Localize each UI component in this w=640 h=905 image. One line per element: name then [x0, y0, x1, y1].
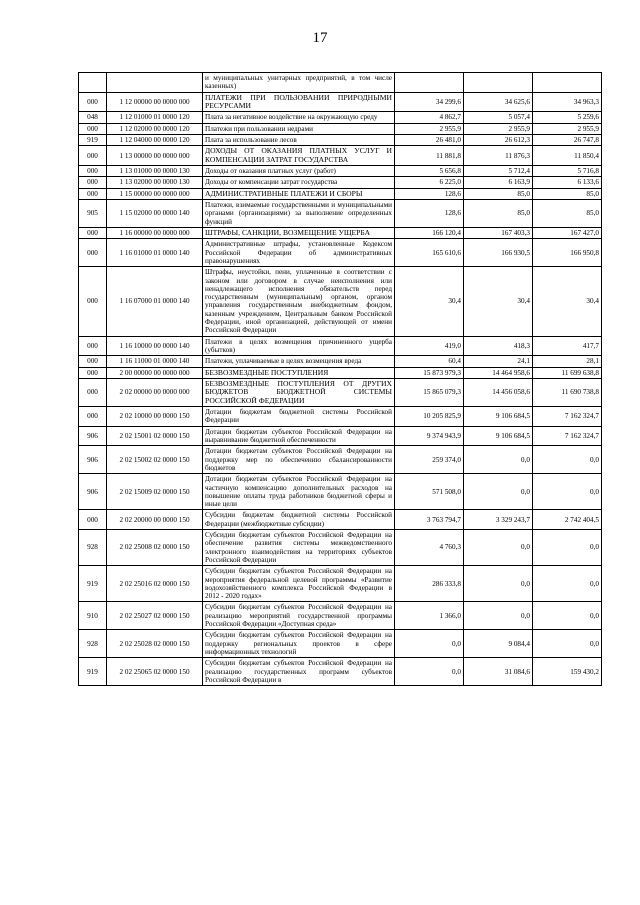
- budget-classification-code: 1 12 00000 00 0000 000: [107, 92, 203, 112]
- revenue-name: и муниципальных унитарных предприятий, в том числе казенных): [203, 73, 395, 93]
- amount-year-1: 15 873 979,3: [395, 367, 464, 378]
- amount-year-2: 5 057,4: [464, 112, 533, 123]
- amount-year-3: 159 430,2: [533, 658, 602, 686]
- table-row: [79, 73, 602, 93]
- budget-classification-code: 1 13 01000 00 0000 130: [107, 166, 203, 177]
- amount-year-1: 571 508,0: [395, 474, 464, 510]
- amount-year-3: 26 747,8: [533, 135, 602, 146]
- amount-year-2: [464, 73, 533, 93]
- administrator-code: 000: [79, 336, 107, 356]
- budget-classification-code: 1 13 00000 00 0000 000: [107, 146, 203, 166]
- amount-year-2: 31 084,6: [464, 658, 533, 686]
- budget-classification-code: 1 16 01000 01 0000 140: [107, 239, 203, 267]
- revenue-name: Доходы от компенсации затрат государства: [203, 177, 395, 188]
- amount-year-2: 0,0: [464, 530, 533, 566]
- table-row: [79, 426, 602, 446]
- revenue-name: Платежи в целях возмещения причиненного ущерба (убытков): [203, 336, 395, 356]
- amount-year-1: 15 865 079,3: [395, 378, 464, 406]
- table-row: [79, 188, 602, 199]
- revenue-name: ПЛАТЕЖИ ПРИ ПОЛЬЗОВАНИИ ПРИРОДНЫМИ РЕСУРСАМИ: [203, 92, 395, 112]
- amount-year-2: 11 876,3: [464, 146, 533, 166]
- table-row: [79, 367, 602, 378]
- amount-year-3: 0,0: [533, 630, 602, 658]
- amount-year-1: [395, 73, 464, 93]
- amount-year-2: 9 106 684,5: [464, 426, 533, 446]
- revenue-name: Субсидии бюджетам субъектов Российской Федерации на реализацию государственных программ субъектов Российской Федерации в: [203, 658, 395, 686]
- revenue-name: Плата за негативное воздействие на окружающую среду: [203, 112, 395, 123]
- amount-year-1: 165 610,6: [395, 239, 464, 267]
- amount-year-3: 34 963,3: [533, 92, 602, 112]
- administrator-code: 000: [79, 166, 107, 177]
- table-row: [79, 166, 602, 177]
- amount-year-2: 85,0: [464, 200, 533, 228]
- revenue-name: Субсидии бюджетам субъектов Российской Федерации на обеспечение развития системы межведомственного электронного взаимодействия на территориях субъектов Российской Федерации: [203, 530, 395, 566]
- amount-year-2: 6 163,9: [464, 177, 533, 188]
- amount-year-2: 14 464 958,6: [464, 367, 533, 378]
- amount-year-1: 30,4: [395, 267, 464, 336]
- amount-year-1: 10 205 825,9: [395, 407, 464, 427]
- budget-classification-code: 1 16 11000 01 0000 140: [107, 356, 203, 367]
- revenue-name: БЕЗВОЗМЕЗДНЫЕ ПОСТУПЛЕНИЯ ОТ ДРУГИХ БЮДЖЕТОВ БЮДЖЕТНОЙ СИСТЕМЫ РОССИЙСКОЙ ФЕДЕРАЦИИ: [203, 378, 395, 406]
- amount-year-2: 3 329 243,7: [464, 510, 533, 530]
- revenue-name: Доходы от оказания платных услуг (работ): [203, 166, 395, 177]
- budget-classification-code: 1 13 02000 00 0000 130: [107, 177, 203, 188]
- amount-year-3: 85,0: [533, 200, 602, 228]
- revenue-name: Штрафы, неустойки, пени, уплаченные в соответствии с законом или договором в случае неисполнения или ненадлежащего исполнения обязательств перед государственным (муниципальным) органом, органом управления государственным внебюджетным фондом, казенным учреждением, Центральным банком Российской Федерации, иной организацией, действующей от имени Российской Федерации: [203, 267, 395, 336]
- amount-year-3: 5 259,6: [533, 112, 602, 123]
- table-row: [79, 474, 602, 510]
- budget-classification-code: 2 02 15001 02 0000 150: [107, 426, 203, 446]
- budget-classification-code: 2 02 25016 02 0000 150: [107, 566, 203, 602]
- revenue-name: ДОХОДЫ ОТ ОКАЗАНИЯ ПЛАТНЫХ УСЛУГ И КОМПЕНСАЦИИ ЗАТРАТ ГОСУДАРСТВА: [203, 146, 395, 166]
- amount-year-2: 85,0: [464, 188, 533, 199]
- amount-year-2: 5 712,4: [464, 166, 533, 177]
- administrator-code: 000: [79, 188, 107, 199]
- administrator-code: 919: [79, 566, 107, 602]
- budget-classification-code: 2 02 25027 02 0000 150: [107, 602, 203, 630]
- amount-year-3: 6 133,6: [533, 177, 602, 188]
- administrator-code: 048: [79, 112, 107, 123]
- amount-year-3: 417,7: [533, 336, 602, 356]
- amount-year-2: 9 084,4: [464, 630, 533, 658]
- administrator-code: 906: [79, 426, 107, 446]
- amount-year-3: 11 850,4: [533, 146, 602, 166]
- amount-year-2: 9 106 684,5: [464, 407, 533, 427]
- table-row: [79, 177, 602, 188]
- revenue-name: Платежи при пользовании недрами: [203, 123, 395, 134]
- amount-year-1: 166 120,4: [395, 228, 464, 239]
- revenue-name: Дотации бюджетам бюджетной системы Российской Федерации: [203, 407, 395, 427]
- table-row: [79, 92, 602, 112]
- amount-year-3: 166 950,8: [533, 239, 602, 267]
- revenue-name: АДМИНИСТРАТИВНЫЕ ПЛАТЕЖИ И СБОРЫ: [203, 188, 395, 199]
- amount-year-3: 7 162 324,7: [533, 426, 602, 446]
- amount-year-2: 34 625,6: [464, 92, 533, 112]
- amount-year-1: 26 481,0: [395, 135, 464, 146]
- table-row: [79, 200, 602, 228]
- amount-year-2: 0,0: [464, 446, 533, 474]
- table-row: [79, 267, 602, 336]
- administrator-code: 919: [79, 135, 107, 146]
- amount-year-2: 0,0: [464, 566, 533, 602]
- administrator-code: 906: [79, 474, 107, 510]
- amount-year-2: 2 955,9: [464, 123, 533, 134]
- administrator-code: 000: [79, 367, 107, 378]
- budget-classification-code: 2 00 00000 00 0000 000: [107, 367, 203, 378]
- budget-classification-code: 1 15 00000 00 0000 000: [107, 188, 203, 199]
- amount-year-1: 60,4: [395, 356, 464, 367]
- administrator-code: 000: [79, 92, 107, 112]
- amount-year-1: 4 862,7: [395, 112, 464, 123]
- revenue-name: Платежи, уплачиваемые в целях возмещения вреда: [203, 356, 395, 367]
- amount-year-3: 0,0: [533, 446, 602, 474]
- administrator-code: [79, 73, 107, 93]
- budget-classification-code: 2 02 25008 02 0000 150: [107, 530, 203, 566]
- table-row: [79, 658, 602, 686]
- table-row: [79, 135, 602, 146]
- amount-year-3: 167 427,0: [533, 228, 602, 239]
- amount-year-3: 0,0: [533, 602, 602, 630]
- table-row: [79, 336, 602, 356]
- amount-year-3: 5 716,8: [533, 166, 602, 177]
- revenue-name: Платежи, взимаемые государственными и муниципальными органами (организациями) за выполнение определенных функций: [203, 200, 395, 228]
- budget-classification-code: 1 15 02000 00 0000 140: [107, 200, 203, 228]
- administrator-code: 905: [79, 200, 107, 228]
- budget-classification-code: 2 02 20000 00 0000 150: [107, 510, 203, 530]
- administrator-code: 919: [79, 658, 107, 686]
- administrator-code: 000: [79, 123, 107, 134]
- table-row: [79, 602, 602, 630]
- table-row: [79, 407, 602, 427]
- amount-year-2: 30,4: [464, 267, 533, 336]
- table-row: [79, 356, 602, 367]
- amount-year-3: 28,1: [533, 356, 602, 367]
- budget-classification-code: 1 16 00000 00 0000 000: [107, 228, 203, 239]
- revenue-name: Субсидии бюджетам субъектов Российской Федерации на мероприятия федеральной целевой программы «Развитие водохозяйственного комплекса Российской Федерации в 2012 - 2020 годах»: [203, 566, 395, 602]
- budget-classification-code: 1 12 04000 00 0000 120: [107, 135, 203, 146]
- administrator-code: 000: [79, 267, 107, 336]
- administrator-code: 928: [79, 630, 107, 658]
- amount-year-3: 0,0: [533, 530, 602, 566]
- amount-year-3: 11 690 738,8: [533, 378, 602, 406]
- budget-classification-code: 2 02 15002 02 0000 150: [107, 446, 203, 474]
- budget-classification-code: 2 02 15009 02 0000 150: [107, 474, 203, 510]
- table-row: [79, 123, 602, 134]
- administrator-code: 000: [79, 239, 107, 267]
- budget-classification-code: [107, 73, 203, 93]
- amount-year-1: 259 374,0: [395, 446, 464, 474]
- amount-year-3: 7 162 324,7: [533, 407, 602, 427]
- amount-year-1: 1 366,0: [395, 602, 464, 630]
- amount-year-1: 11 881,8: [395, 146, 464, 166]
- budget-revenue-table: [78, 72, 602, 686]
- amount-year-1: 34 299,6: [395, 92, 464, 112]
- table-row: [79, 112, 602, 123]
- amount-year-1: 286 333,8: [395, 566, 464, 602]
- amount-year-1: 5 656,8: [395, 166, 464, 177]
- administrator-code: 906: [79, 446, 107, 474]
- revenue-name: Плата за использование лесов: [203, 135, 395, 146]
- amount-year-2: 418,3: [464, 336, 533, 356]
- revenue-name: Дотации бюджетам субъектов Российской Федерации на выравнивание бюджетной обеспеченности: [203, 426, 395, 446]
- amount-year-1: 2 955,9: [395, 123, 464, 134]
- budget-classification-code: 2 02 10000 00 0000 150: [107, 407, 203, 427]
- amount-year-3: 85,0: [533, 188, 602, 199]
- amount-year-2: 0,0: [464, 474, 533, 510]
- table-row: [79, 566, 602, 602]
- budget-classification-code: 1 12 01000 01 0000 120: [107, 112, 203, 123]
- amount-year-3: 11 699 638,8: [533, 367, 602, 378]
- amount-year-1: 9 374 943,9: [395, 426, 464, 446]
- administrator-code: 000: [79, 228, 107, 239]
- amount-year-3: 0,0: [533, 566, 602, 602]
- table-row: [79, 239, 602, 267]
- amount-year-3: 30,4: [533, 267, 602, 336]
- administrator-code: 928: [79, 530, 107, 566]
- amount-year-1: 6 225,0: [395, 177, 464, 188]
- administrator-code: 000: [79, 378, 107, 406]
- administrator-code: 000: [79, 177, 107, 188]
- amount-year-1: 0,0: [395, 630, 464, 658]
- amount-year-2: 14 456 058,6: [464, 378, 533, 406]
- amount-year-1: 419,0: [395, 336, 464, 356]
- revenue-name: Дотации бюджетам субъектов Российской Федерации на частичную компенсацию дополнительных расходов на повышение оплаты труда работников бюджетной сферы и иные цели: [203, 474, 395, 510]
- revenue-name: Дотации бюджетам субъектов Российской Федерации на поддержку мер по обеспечению сбалансированности бюджетов: [203, 446, 395, 474]
- table-row: [79, 378, 602, 406]
- table-row: [79, 228, 602, 239]
- administrator-code: 000: [79, 510, 107, 530]
- amount-year-1: 3 763 794,7: [395, 510, 464, 530]
- revenue-name: Административные штрафы, установленные Кодексом Российской Федерации об административных правонарушениях: [203, 239, 395, 267]
- amount-year-3: [533, 73, 602, 93]
- amount-year-3: 0,0: [533, 474, 602, 510]
- table-row: [79, 630, 602, 658]
- amount-year-1: 0,0: [395, 658, 464, 686]
- revenue-name: Субсидии бюджетам субъектов Российской Федерации на реализацию мероприятий государственной программы Российской Федерации «Доступная среда»: [203, 602, 395, 630]
- budget-classification-code: 1 16 07000 01 0000 140: [107, 267, 203, 336]
- amount-year-1: 128,6: [395, 188, 464, 199]
- amount-year-2: 167 403,3: [464, 228, 533, 239]
- revenue-name: Субсидии бюджетам бюджетной системы Российской Федерации (межбюджетные субсидии): [203, 510, 395, 530]
- administrator-code: 000: [79, 407, 107, 427]
- amount-year-2: 166 930,5: [464, 239, 533, 267]
- table-row: [79, 446, 602, 474]
- table-row: [79, 530, 602, 566]
- amount-year-1: 4 760,3: [395, 530, 464, 566]
- amount-year-2: 24,1: [464, 356, 533, 367]
- amount-year-3: 2 955,9: [533, 123, 602, 134]
- amount-year-2: 0,0: [464, 602, 533, 630]
- amount-year-2: 26 612,3: [464, 135, 533, 146]
- revenue-name: Субсидии бюджетам субъектов Российской Федерации на поддержку региональных проектов в сфере информационных технологий: [203, 630, 395, 658]
- budget-classification-code: 2 02 00000 00 0000 000: [107, 378, 203, 406]
- administrator-code: 000: [79, 356, 107, 367]
- budget-classification-code: 2 02 25065 02 0000 150: [107, 658, 203, 686]
- revenue-name: БЕЗВОЗМЕЗДНЫЕ ПОСТУПЛЕНИЯ: [203, 367, 395, 378]
- administrator-code: 910: [79, 602, 107, 630]
- budget-classification-code: 1 12 02000 00 0000 120: [107, 123, 203, 134]
- revenue-name: ШТРАФЫ, САНКЦИИ, ВОЗМЕЩЕНИЕ УЩЕРБА: [203, 228, 395, 239]
- amount-year-3: 2 742 404,5: [533, 510, 602, 530]
- table-row: [79, 510, 602, 530]
- amount-year-1: 128,6: [395, 200, 464, 228]
- budget-classification-code: 2 02 25028 02 0000 150: [107, 630, 203, 658]
- table-body: [79, 73, 602, 686]
- budget-classification-code: 1 16 10000 00 0000 140: [107, 336, 203, 356]
- administrator-code: 000: [79, 146, 107, 166]
- table-row: [79, 146, 602, 166]
- page-number: 17: [312, 30, 328, 46]
